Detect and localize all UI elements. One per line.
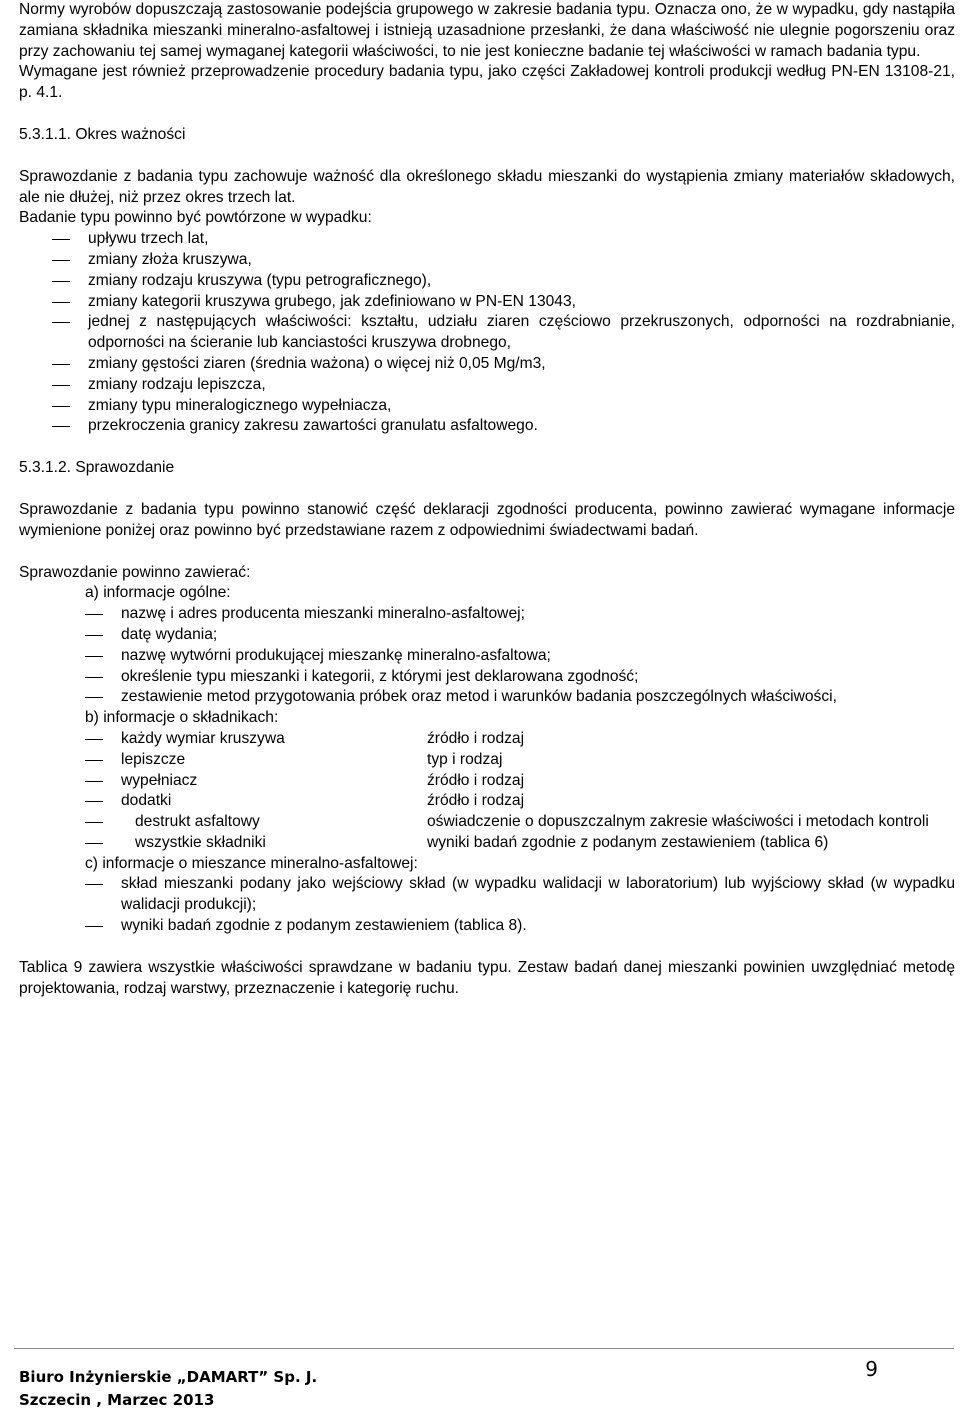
section-c-label: c) informacje o mieszance mineralno-asfaltowej: bbox=[85, 854, 418, 872]
report-paragraph: Sprawozdanie z badania typu powinno stanowić część deklaracji zgodności producenta, powinno zawierać wymagane informacje wymienione poniżej oraz powinno być przedstawiane razem z odpowiednimi świadectwami badań. bbox=[19, 500, 955, 539]
component-info: oświadczenie o dopuszczalnym zakresie właściwości i metodach kontroli bbox=[427, 813, 929, 831]
component-name: wypełniacz bbox=[121, 771, 198, 789]
repeat-intro: Badanie typu powinno być powtórzone w wypadku: bbox=[19, 209, 372, 227]
validity-heading: 5.3.1.1. Okres ważności bbox=[19, 125, 186, 143]
list-item: datę wydania; bbox=[19, 625, 955, 646]
section-b-label: b) informacje o składnikach: bbox=[85, 709, 279, 727]
list-item: wyniki badań zgodnie z podanym zestawieniem (tablica 8). bbox=[19, 916, 955, 937]
company-name: Biuro Inżynierskie „DAMART” Sp. J. bbox=[19, 1368, 318, 1386]
place-date: Szczecin , Marzec 2013 bbox=[19, 1391, 215, 1409]
list-item: zestawienie metod przygotowania próbek oraz metod i warunków badania poszczególnych właściwości, bbox=[19, 687, 955, 708]
component-info: źródło i rodzaj bbox=[427, 792, 525, 810]
list-item: nazwę i adres producenta mieszanki mineralno-asfaltowej; bbox=[19, 604, 955, 625]
component-info: źródło i rodzaj bbox=[427, 729, 525, 747]
report-heading: 5.3.1.2. Sprawozdanie bbox=[19, 459, 175, 477]
list-item: zmiany gęstości ziaren (średnia ważona) o więcej niż 0,05 Mg/m3, bbox=[19, 354, 955, 375]
component-name: wszystkie składniki bbox=[135, 833, 266, 851]
component-name: każdy wymiar kruszywa bbox=[121, 729, 285, 747]
list-item: zmiany rodzaju lepiszcza, bbox=[19, 375, 955, 396]
list-item bbox=[19, 833, 955, 854]
list-item bbox=[19, 729, 955, 750]
list-item: zmiany rodzaju kruszywa (typu petrograficznego), bbox=[19, 271, 955, 292]
list-item: upływu trzech lat, bbox=[19, 229, 955, 250]
list-item: zmiany typu mineralogicznego wypełniacza, bbox=[19, 396, 955, 417]
list-item: nazwę wytwórni produkującej mieszankę mineralno-asfaltowa; bbox=[19, 646, 955, 667]
component-name: lepiszcze bbox=[121, 750, 186, 768]
component-name: destrukt asfaltowy bbox=[135, 813, 260, 831]
document-page bbox=[19, 0, 955, 999]
component-info: źródło i rodzaj bbox=[427, 771, 525, 789]
intro-paragraph-2: Wymagane jest również przeprowadzenie procedury badania typu, jako części Zakładowej kontroli produkcji według PN-EN 13108-21, p. 4.1. bbox=[19, 63, 955, 102]
list-item: jednej z następujących właściwości: kształtu, udziału ziaren częściowo przekruszonych, odporności na rozdrabnianie, odporności na ścieranie lub kanciastości kruszywa drobnego, bbox=[19, 312, 955, 354]
list-item bbox=[19, 791, 955, 812]
report-contents-intro: Sprawozdanie powinno zawierać: bbox=[19, 563, 251, 581]
list-item bbox=[19, 771, 955, 792]
component-info: typ i rodzaj bbox=[427, 750, 503, 768]
intro-paragraph: Normy wyrobów dopuszczają zastosowanie podejścia grupowego w zakresie badania typu. Oznacza ono, że w wypadku, gdy nastąpiła zamiana składnika mieszanki mineralno-asfaltowej i istnieją uzasadnione przesłanki, że dana właściwość nie ulegnie pogorszeniu oraz przy zachowaniu tej samej wymaganej kategorii właściwości, to nie jest konieczne badanie tej właściwości w ramach badania typu. bbox=[19, 1, 955, 60]
component-name: dodatki bbox=[121, 792, 172, 810]
footer-divider bbox=[14, 1348, 954, 1349]
component-info: wyniki badań zgodnie z podanym zestawieniem (tablica 6) bbox=[427, 833, 829, 851]
page-number: 9 bbox=[865, 1357, 878, 1381]
section-a-label: a) informacje ogólne: bbox=[85, 584, 231, 602]
list-item: zmiany kategorii kruszywa grubego, jak zdefiniowano w PN-EN 13043, bbox=[19, 292, 955, 313]
list-item: określenie typu mieszanki i kategorii, z którymi jest deklarowana zgodność; bbox=[19, 667, 955, 688]
list-item: skład mieszanki podany jako wejściowy skład (w wypadku walidacji w laboratorium) lub wyjściowy skład (w wypadku walidacji produkcji); bbox=[19, 874, 955, 916]
section-a-list bbox=[19, 604, 955, 708]
repeat-list bbox=[19, 229, 955, 437]
list-item: zmiany złoża kruszywa, bbox=[19, 250, 955, 271]
list-item bbox=[19, 750, 955, 771]
list-item bbox=[19, 812, 955, 833]
final-paragraph: Tablica 9 zawiera wszystkie właściwości sprawdzane w badaniu typu. Zestaw badań danej mieszanki powinien uwzględniać metodę projektowania, rodzaj warstwy, przeznaczenie i kategorię ruchu. bbox=[19, 958, 955, 997]
footer-company bbox=[19, 1366, 317, 1412]
section-c-list bbox=[19, 874, 955, 936]
section-b-list bbox=[19, 729, 955, 854]
list-item: przekroczenia granicy zakresu zawartości granulatu asfaltowego. bbox=[19, 416, 955, 437]
validity-paragraph: Sprawozdanie z badania typu zachowuje ważność dla określonego składu mieszanki do wystąpienia zmiany materiałów składowych, ale nie dłużej, niż przez okres trzech lat. bbox=[19, 167, 955, 206]
